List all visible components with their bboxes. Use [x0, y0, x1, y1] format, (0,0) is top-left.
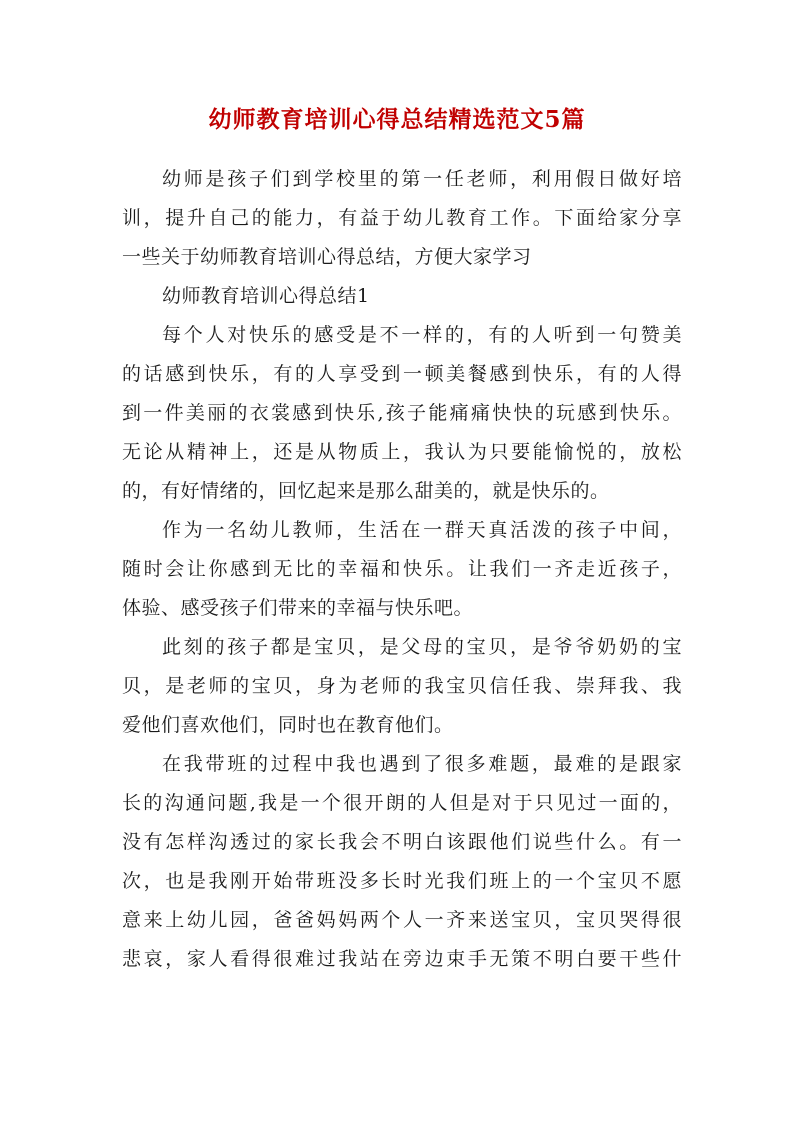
section-heading: 幼师教育培训心得总结1: [162, 285, 370, 307]
paragraph-line: 作为一名幼儿教师，生活在一群天真活泼的孩子中间，: [162, 519, 682, 541]
paragraph-line: 爱他们喜欢他们，同时也在教育他们。: [122, 714, 454, 736]
paragraph-line: 一些关于幼师教育培训心得总结，方便大家学习: [122, 246, 532, 268]
paragraph-line: 无论从精神上，还是从物质上，我认为只要能愉悦的，放松: [122, 441, 682, 463]
paragraph-line: 训，提升自己的能力，有益于幼儿教育工作。下面给家分享: [122, 207, 682, 229]
paragraph-line: 没有怎样沟透过的家长我会不明白该跟他们说些什么。有一: [122, 831, 682, 853]
paragraph-line: 幼师是孩子们到学校里的第一任老师，利用假日做好培: [162, 168, 682, 190]
paragraph-line: 悲哀，家人看得很难过我站在旁边束手无策不明白要干些什: [122, 948, 682, 970]
paragraph-line: 意来上幼儿园，爸爸妈妈两个人一齐来送宝贝，宝贝哭得很: [122, 909, 682, 931]
paragraph-line: 体验、感受孩子们带来的幸福与快乐吧。: [122, 597, 474, 619]
paragraph-line: 长的沟通问题,我是一个很开朗的人但是对于只见过一面的，: [122, 792, 682, 814]
paragraph-line: 的，有好情绪的，回忆起来是那么甜美的，就是快乐的。: [122, 480, 610, 502]
document-title: 幼师教育培训心得总结精选范文5篇: [208, 106, 586, 133]
paragraph-line: 贝，是老师的宝贝，身为老师的我宝贝信任我、崇拜我、我: [122, 675, 682, 697]
paragraph-line: 此刻的孩子都是宝贝，是父母的宝贝，是爷爷奶奶的宝: [162, 636, 682, 658]
paragraph-line: 的话感到快乐，有的人享受到一顿美餐感到快乐，有的人得: [122, 363, 682, 385]
paragraph-line: 在我带班的过程中我也遇到了很多难题，最难的是跟家: [162, 753, 682, 775]
paragraph-line: 每个人对快乐的感受是不一样的，有的人听到一句赞美: [162, 324, 682, 346]
paragraph-line: 到一件美丽的衣裳感到快乐,孩子能痛痛快快的玩感到快乐。: [122, 402, 682, 424]
paragraph-line: 随时会让你感到无比的幸福和快乐。让我们一齐走近孩子，: [122, 558, 682, 580]
paragraph-line: 次，也是我刚开始带班没多长时光我们班上的一个宝贝不愿: [122, 870, 682, 892]
document-body: [122, 160, 682, 979]
